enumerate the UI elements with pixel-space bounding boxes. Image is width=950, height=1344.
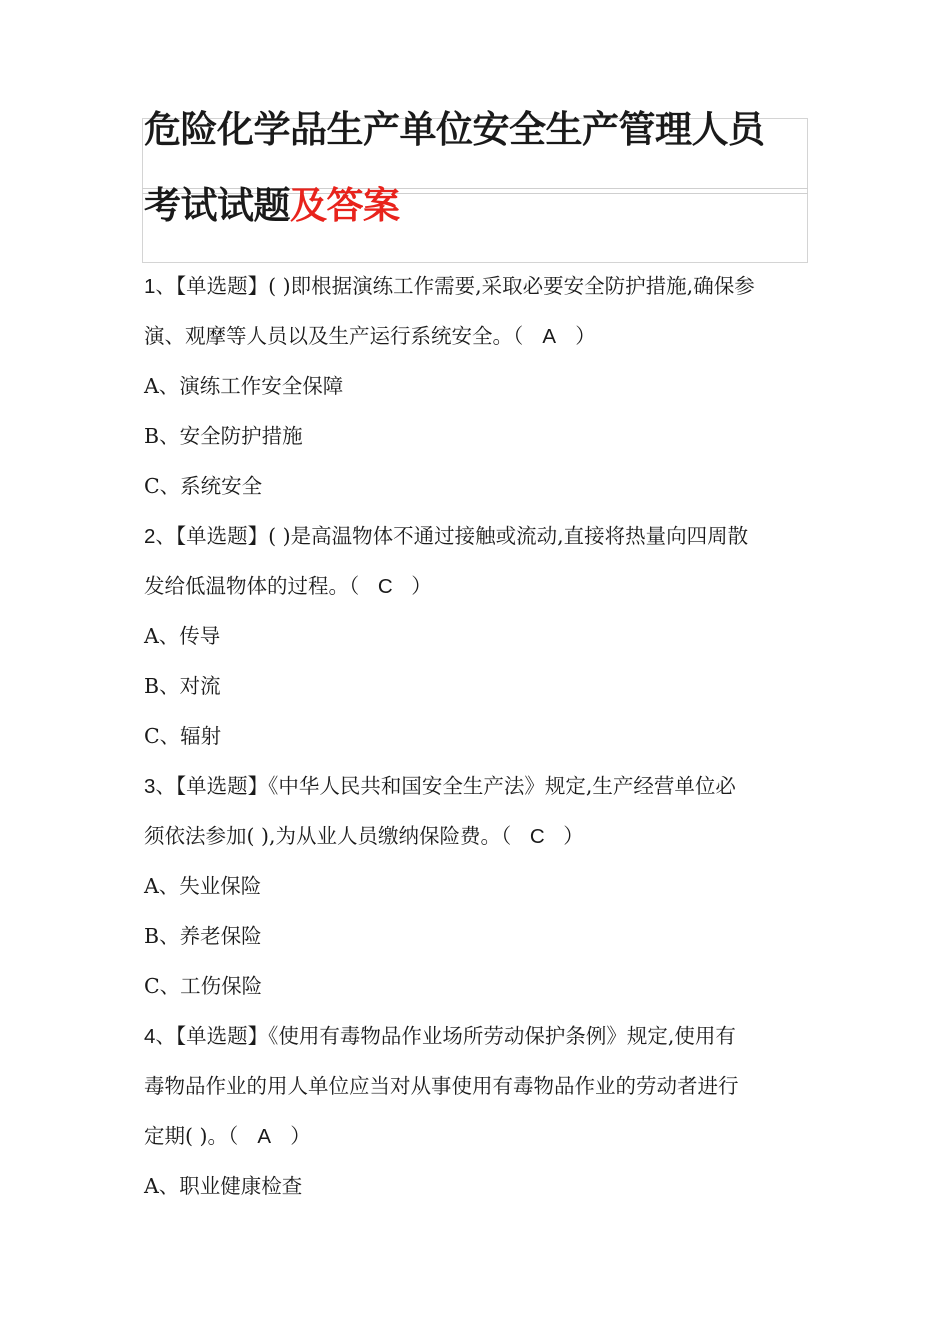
question-number: 4、 [144,1025,176,1048]
option-a: A、职业健康检查 [144,1174,303,1198]
question-text: 毒物品作业的用人单位应当对从事使用有毒物品作业的劳动者进行 [144,1074,739,1098]
title-text-black: 考试试题 [144,184,290,227]
option-a: A、失业保险 [144,874,262,898]
question-text: 《中华人民共和国安全生产法》规定,生产经营单位必 [268,774,736,798]
question-4 [144,1011,814,1211]
answer-letter: A [257,1125,272,1148]
question-stem-line [144,511,814,561]
question-1 [144,261,814,511]
answer-letter: A [542,325,557,348]
document-title-line-1: 危险化学品生产单位安全生产管理人员 [144,108,765,151]
answer-letter: C [377,575,393,598]
document-title-line-2 [144,184,400,228]
question-text: 演、观摩等人员以及生产运行系统安全。（ [144,324,524,348]
option-b: B、安全防护措施 [144,424,303,448]
question-2 [144,511,814,761]
question-type: 【单选题】 [175,524,269,548]
question-text: ( )即根据演练工作需要,采取必要安全防护措施,确保参 [268,274,755,298]
option-b: B、对流 [144,674,221,698]
question-type: 【单选题】 [175,1024,269,1048]
question-text: 发给低温物体的过程。（ [144,574,360,598]
question-stem-line [144,561,814,611]
question-number: 2、 [144,525,176,548]
question-stem-line [144,811,814,861]
question-stem-line [144,761,814,811]
question-stem-line [144,311,814,361]
question-number: 3、 [144,775,176,798]
question-stem-line [144,261,814,311]
answer-close-paren: ） [563,824,584,848]
question-text: ( )是高温物体不通过接触或流动,直接将热量向四周散 [268,524,749,548]
answer-close-paren: ） [411,574,432,598]
option-c: C、系统安全 [144,474,263,498]
option-c: C、工伤保险 [144,974,263,998]
option-b: B、养老保险 [144,924,262,948]
answer-close-paren: ） [290,1124,311,1148]
answer-close-paren: ） [575,324,596,348]
question-stem-line [144,1011,814,1061]
question-stem-line [144,1111,814,1161]
question-3 [144,761,814,1011]
question-type: 【单选题】 [175,274,269,298]
question-list [144,261,814,1211]
option-c: C、辐射 [144,724,222,748]
question-text: 《使用有毒物品作业场所劳动保护条例》规定,使用有 [268,1024,736,1048]
title-text-red: 及答案 [290,184,400,227]
answer-letter: C [529,825,545,848]
question-type: 【单选题】 [175,774,269,798]
question-stem-line [144,1061,814,1111]
option-a: A、演练工作安全保障 [144,374,344,398]
question-text: 定期( )。（ [144,1124,239,1148]
question-text: 须依法参加( ),为从业人员缴纳保险费。（ [144,824,512,848]
question-number: 1、 [144,275,176,298]
option-a: A、传导 [144,624,221,648]
